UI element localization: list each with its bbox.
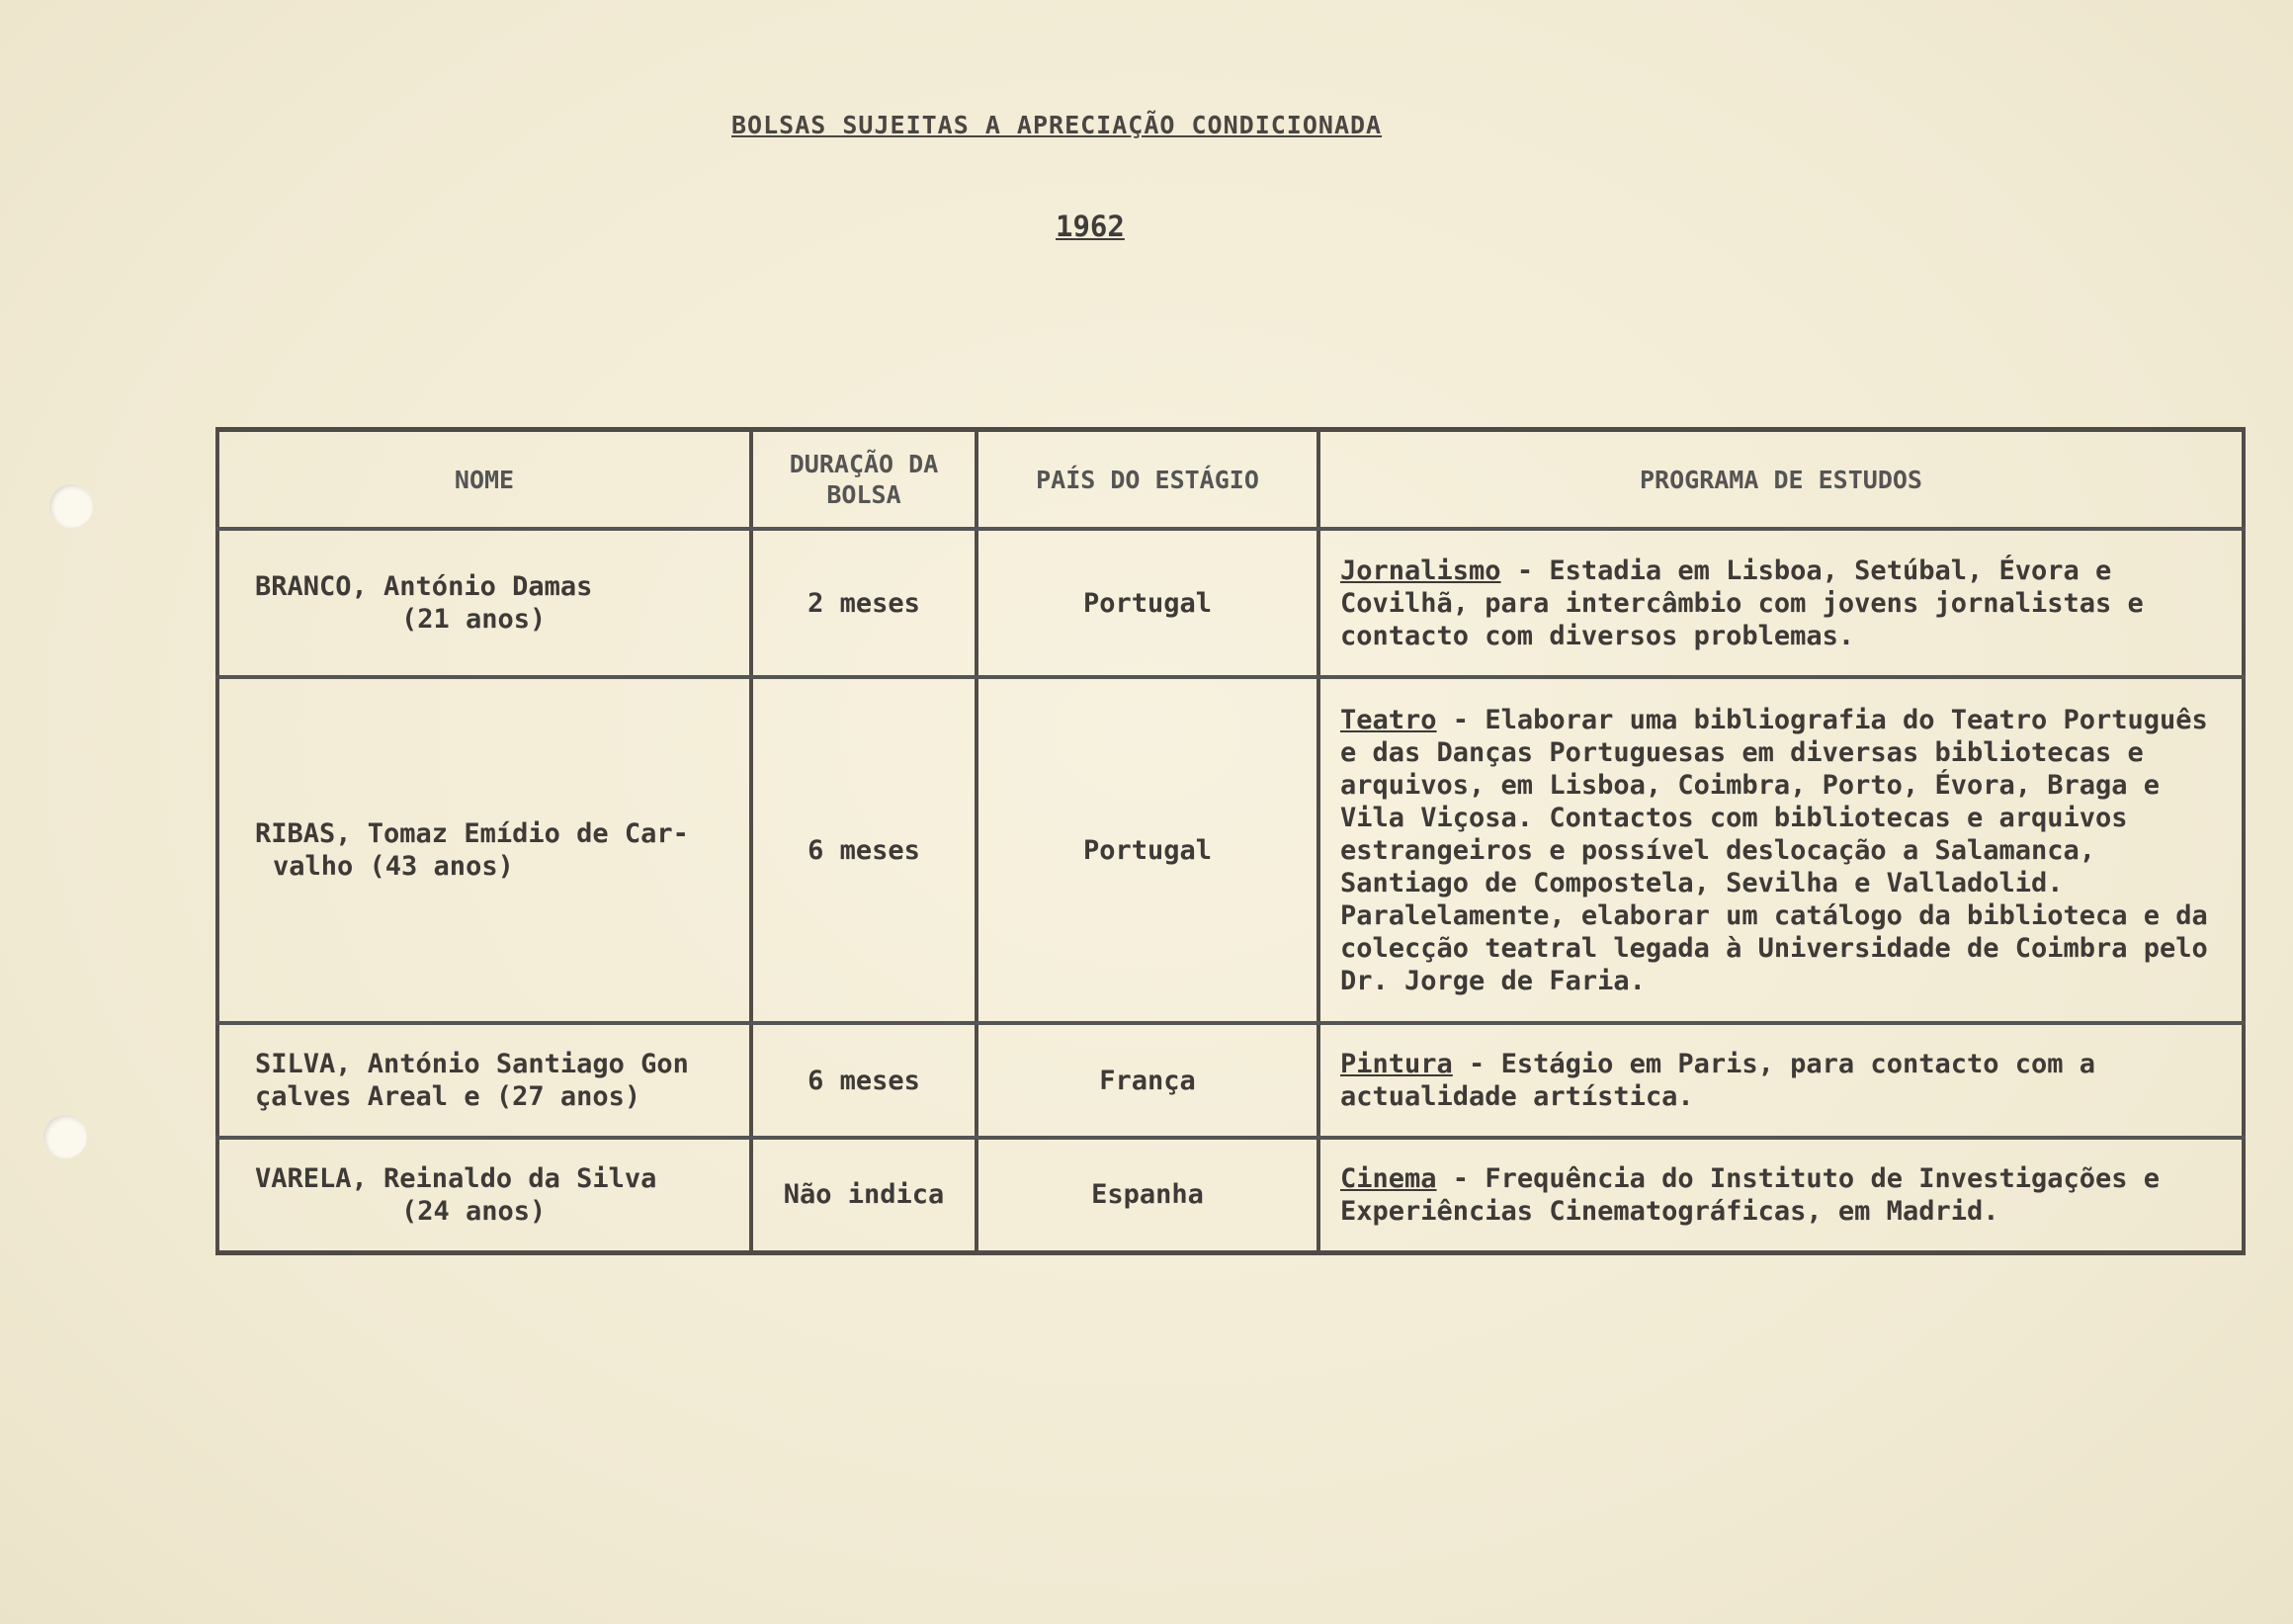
cell-program: [1318, 1138, 2244, 1252]
document-year: 1962: [1056, 210, 1125, 243]
table-row: [217, 677, 2244, 1023]
grants-table: [215, 427, 2246, 1255]
cell-country: França: [977, 1023, 1318, 1138]
document-title: BOLSAS SUJEITAS A APRECIAÇÃO CONDICIONADA: [731, 111, 1383, 139]
punch-hole: [49, 484, 93, 528]
grantee-name: VARELA, Reinaldo da Silva: [255, 1162, 657, 1194]
cell-name: [217, 677, 751, 1023]
grantee-name: RIBAS, Tomaz Emídio de Car-: [255, 818, 689, 849]
program-area: Pintura: [1340, 1049, 1453, 1079]
grantee-name: BRANCO, António Damas: [255, 571, 593, 602]
grantee-age: çalves Areal e (27 anos): [255, 1081, 641, 1112]
program-area: Teatro: [1340, 704, 1437, 735]
cell-name: [217, 1023, 751, 1138]
grantee-name: SILVA, António Santiago Gon: [255, 1049, 689, 1079]
header-duracao: DURAÇÃO DA BOLSA: [751, 430, 977, 530]
cell-duration: 2 meses: [751, 529, 977, 677]
cell-country: Portugal: [977, 529, 1318, 677]
punch-hole: [43, 1115, 87, 1158]
cell-country: Espanha: [977, 1138, 1318, 1252]
cell-duration: Não indica: [751, 1138, 977, 1252]
grantee-age: (21 anos): [401, 604, 547, 635]
program-description: - Estadia em Lisboa, Setúbal, Évora e Covilhã, para intercâmbio com jovens jornalistas e contacto com diversos problemas.: [1340, 555, 2144, 651]
grantee-age: (24 anos): [401, 1195, 547, 1227]
table-row: [217, 529, 2244, 677]
program-area: Cinema: [1340, 1162, 1437, 1194]
cell-duration: 6 meses: [751, 677, 977, 1023]
header-pais: PAÍS DO ESTÁGIO: [977, 430, 1318, 530]
cell-program: [1318, 677, 2244, 1023]
grantee-age: valho (43 anos): [273, 851, 514, 882]
table-row: [217, 1023, 2244, 1138]
program-description: - Estágio em Paris, para contacto com a actualidade artística.: [1340, 1049, 2096, 1112]
cell-name: [217, 529, 751, 677]
cell-name: [217, 1138, 751, 1252]
table-row: [217, 1138, 2244, 1252]
table-header-row: [217, 430, 2244, 530]
program-area: Jornalismo: [1340, 555, 1501, 586]
header-nome: NOME: [217, 430, 751, 530]
program-description: - Elaborar uma bibliografia do Teatro Português e das Danças Portuguesas em diversas bibliotecas e arquivos, em Lisboa, Coimbra, Porto, Évora, Braga e Vila Viçosa. Contactos com bibliotecas e arquivos estrangeiros e possível deslocação a Salamanca, Santiago de Compostela, Sevilha e Valladolid. Paralelamente, elaborar um catálogo da biblioteca e da colecção teatral legada à Universidade de Coimbra pelo Dr. Jorge de Faria.: [1340, 704, 2208, 996]
cell-country: Portugal: [977, 677, 1318, 1023]
header-programa: PROGRAMA DE ESTUDOS: [1318, 430, 2244, 530]
cell-program: [1318, 529, 2244, 677]
program-description: - Frequência do Instituto de Investigações e Experiências Cinematográficas, em Madrid.: [1340, 1162, 2161, 1227]
cell-program: [1318, 1023, 2244, 1138]
cell-duration: 6 meses: [751, 1023, 977, 1138]
